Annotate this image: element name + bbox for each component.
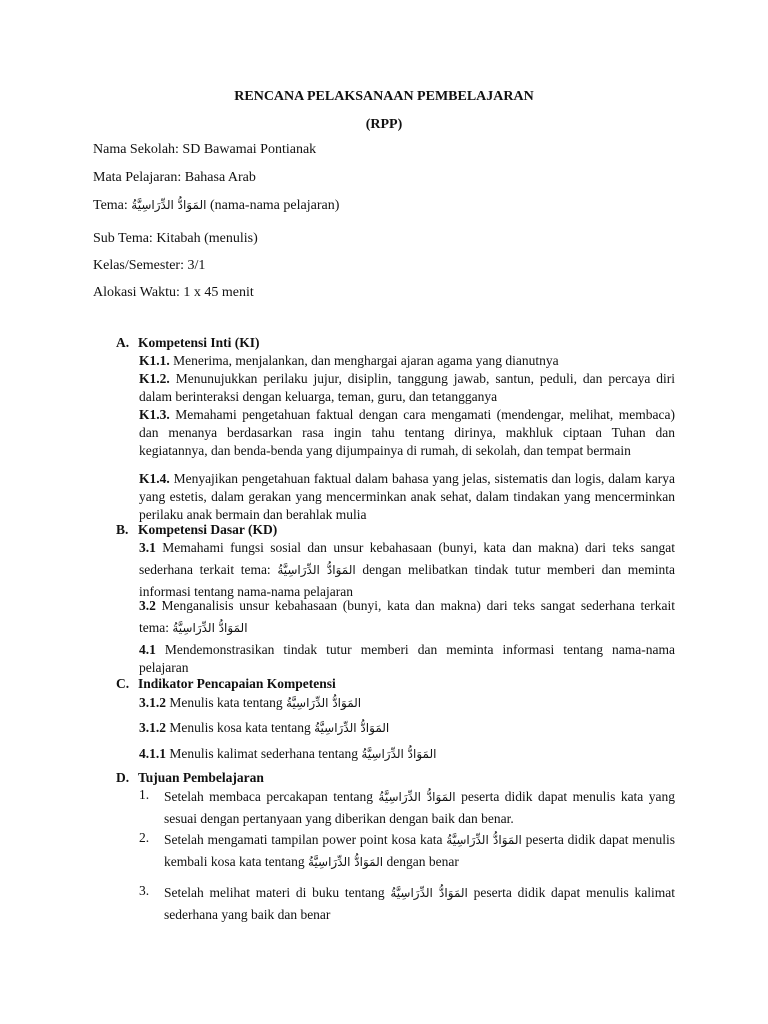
objective-2: [139, 829, 675, 873]
objective-3: [139, 882, 675, 926]
subject-name: Mata Pelajaran: Bahasa Arab: [93, 170, 256, 185]
objective-arabic-term: المَوَادُّ الدِّرَاسِيَّةُ: [307, 855, 384, 869]
ki-1: [139, 352, 675, 370]
ki-code: K1.1.: [139, 353, 170, 368]
objective-text-part: Setelah mengamati tampilan power point kosa kata: [164, 832, 447, 847]
objective-1: [139, 786, 675, 830]
subtheme-line: Sub Tema: Kitabah (menulis): [93, 231, 258, 246]
section-title: Tujuan Pembelajaran: [138, 770, 264, 785]
kd-code: 3.2: [139, 598, 156, 613]
section-title: Kompetensi Dasar (KD): [138, 522, 278, 537]
indicator-arabic-term: المَوَادُّ الدِّرَاسِيَّةُ: [361, 747, 437, 761]
ki-2: [139, 370, 675, 406]
section-d-heading: [116, 769, 264, 787]
ki-code: K1.3.: [139, 407, 170, 422]
objective-number: 3.: [139, 883, 150, 898]
objective-text: [164, 882, 675, 926]
ki-4: [139, 470, 675, 525]
section-letter: D.: [116, 770, 130, 785]
document-title: RENCANA PELAKSANAAN PEMBELAJARAN: [234, 89, 534, 104]
indicator-text: Menulis kosa kata tentang: [166, 720, 315, 735]
indicator-2: [139, 719, 675, 737]
time-allocation-line: Alokasi Waktu: 1 x 45 menit: [93, 285, 254, 300]
kd-text: Memahami fungsi sosial dan unsur kebahasaan (bunyi, kata dan makna) dari teks sangat sederhana terkait tema:: [139, 540, 675, 577]
kd-4-1: [139, 641, 675, 677]
ki-text: Menerima, menjalankan, dan menghargai ajaran agama yang dianutnya: [169, 353, 559, 368]
class-semester-line: Kelas/Semester: 3/1: [93, 258, 206, 273]
indicator-code: 3.1.2: [139, 695, 166, 710]
indicator-1: [139, 694, 675, 712]
theme-arabic: المَوَادُّ الدِّرَاسِيَّةُ: [131, 198, 207, 212]
ki-code: K1.4.: [139, 471, 170, 486]
objective-text-part: peserta didik dapat menulis kalimat sederhana yang baik dan benar: [164, 885, 675, 922]
ki-text: Memahami pengetahuan faktual dengan cara mengamati (mendengar, melihat, membaca) dan menanya berdasarkan rasa ingin tahu tentang dirinya, makhluk ciptaan Tuhan dan kegiatannya, dan benda-benda yang dijumpainya di rumah, di sekolah, dan tempat bermain: [139, 407, 675, 459]
objective-text-part: peserta didik dapat menulis kata yang sesuai dengan pertanyaan yang diberikan dengan baik dan benar.: [164, 789, 675, 826]
indicator-arabic-term: المَوَادُّ الدِّرَاسِيَّةُ: [285, 696, 362, 710]
ki-3: [139, 406, 675, 461]
section-title: Indikator Pencapaian Kompetensi: [138, 676, 336, 691]
kd-3-2: [139, 595, 675, 639]
ki-text: Menunujukkan perilaku jujur, disiplin, tanggung jawab, santun, peduli, dan percaya diri dalam berinteraksi dengan keluarga, teman, guru, dan tetangganya: [139, 371, 675, 405]
theme-line: [93, 197, 339, 216]
objective-arabic-term: المَوَادُّ الدِّرَاسِيَّةُ: [390, 886, 468, 900]
school-name: Nama Sekolah: SD Bawamai Pontianak: [93, 142, 317, 157]
objective-text: [164, 829, 675, 873]
indicator-3: [139, 745, 675, 763]
kd-arabic-term: المَوَادُّ الدِّرَاسِيَّةُ: [277, 563, 356, 577]
theme-note: (nama-nama pelajaran): [206, 198, 340, 213]
section-a-heading: [116, 334, 260, 352]
indicator-arabic-term: المَوَادُّ الدِّرَاسِيَّةُ: [314, 721, 390, 735]
section-letter: B.: [116, 522, 129, 537]
objective-number: 2.: [139, 830, 150, 845]
indicator-code: 4.1.1: [139, 746, 166, 761]
objective-text-part: Setelah melihat materi di buku tentang: [164, 885, 391, 900]
indicator-text: Menulis kalimat sederhana tentang: [166, 746, 362, 761]
kd-text: Menganalisis unsur kebahasaan (bunyi, kata dan makna) dari teks sangat sederhana terkait tema:: [139, 598, 675, 635]
section-letter: C.: [116, 676, 130, 691]
objective-text: [164, 786, 675, 830]
ki-code: K1.2.: [139, 371, 170, 386]
theme-label: Tema:: [93, 198, 132, 213]
kd-code: 4.1: [139, 642, 156, 657]
objective-text-part: Setelah membaca percakapan tentang: [164, 789, 379, 804]
kd-text: dengan melibatkan tindak tutur memberi dan meminta informasi tentang nama-nama pelajaran: [139, 562, 675, 599]
objective-text-part: peserta didik dapat menulis kembali kosa kata tentang: [164, 832, 675, 869]
ki-text: Menyajikan pengetahuan faktual dalam bahasa yang jelas, sistematis dan logis, dalam karya yang estetis, dalam gerakan yang mencerminkan anak sehat, dalam tindakan yang mencerminkan perilaku anak bermain dan berahlak mulia: [139, 471, 675, 523]
objective-arabic-term: المَوَادُّ الدِّرَاسِيَّةُ: [446, 833, 522, 847]
indicator-code: 3.1.2: [139, 720, 166, 735]
kd-code: 3.1: [139, 540, 156, 555]
section-letter: A.: [116, 335, 130, 350]
document-subtitle: (RPP): [365, 117, 403, 132]
objective-text-part: dengan benar: [383, 854, 459, 869]
indicator-text: Menulis kata tentang: [166, 695, 286, 710]
kd-arabic-term: المَوَادُّ الدِّرَاسِيَّةُ: [172, 621, 248, 635]
kd-3-1: [139, 537, 675, 603]
objective-arabic-term: المَوَادُّ الدِّرَاسِيَّةُ: [378, 790, 456, 804]
objective-number: 1.: [139, 787, 150, 802]
section-c-heading: [116, 675, 336, 693]
section-title: Kompetensi Inti (KI): [138, 335, 260, 350]
kd-text: Mendemonstrasikan tindak tutur memberi dan meminta informasi tentang nama-nama pelajaran: [139, 642, 675, 676]
